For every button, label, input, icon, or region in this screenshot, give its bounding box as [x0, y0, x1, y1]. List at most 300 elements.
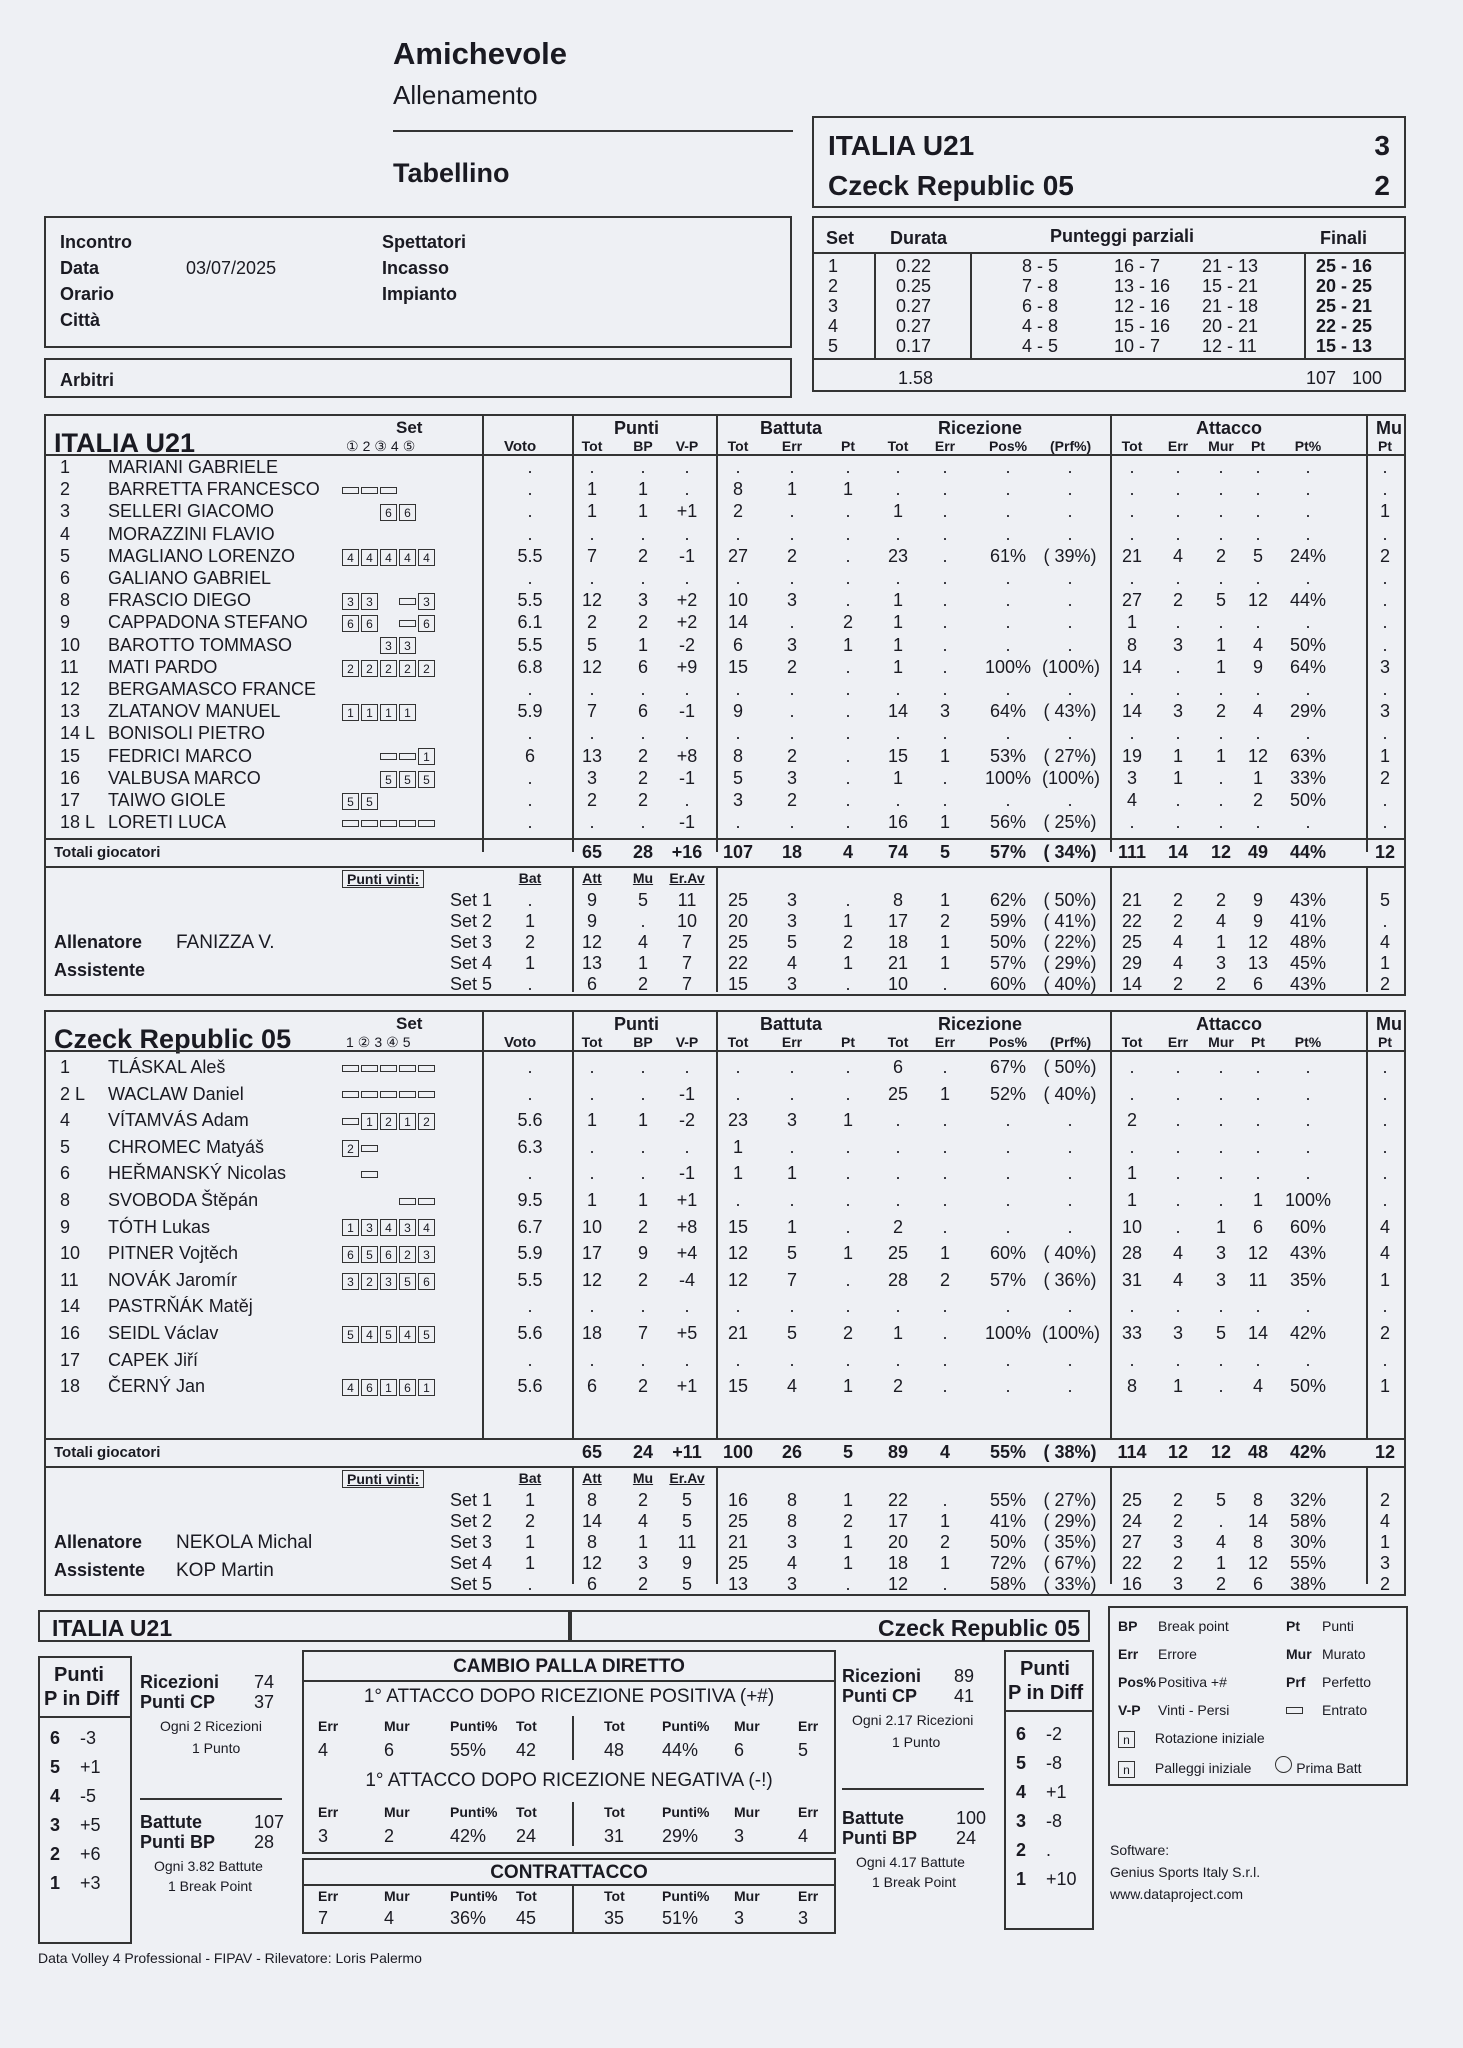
sets-cell: 8 - 5 — [1022, 256, 1059, 276]
set-row-cell: 2 — [1215, 974, 1226, 994]
stat-cell: . — [1175, 1296, 1181, 1317]
stat-cell: . — [1175, 1163, 1181, 1184]
stat-cell: 16 — [887, 812, 909, 833]
player-name: LORETI LUCA — [108, 812, 227, 833]
stat-cell: . — [1067, 1296, 1073, 1317]
stat-cell: 1 — [1379, 1376, 1390, 1397]
totals-cell: 4 — [939, 1442, 950, 1462]
set-row-label: Set 1 — [450, 890, 493, 910]
stat-cell: . — [527, 723, 533, 744]
set-row-cell: 2 — [524, 932, 535, 952]
stat-cell: 19 — [1121, 745, 1143, 766]
set-row-cell: 25 — [727, 932, 749, 952]
stat-cell: . — [942, 1136, 948, 1157]
stat-cell: 2 — [939, 1269, 950, 1290]
stat-cell: 3 — [939, 701, 950, 722]
stat-cell: . — [1305, 723, 1311, 744]
diff-rotation: 2 — [1016, 1840, 1027, 1860]
stat-cell: 28 — [1121, 1243, 1143, 1264]
player-sets — [342, 634, 418, 656]
set-row-cell: 30% — [1289, 1532, 1327, 1552]
stat-cell: . — [735, 1083, 741, 1104]
stat-cell: . — [895, 568, 901, 588]
rotation-box-icon: 2 — [342, 660, 359, 677]
stat-cell: 1 — [939, 1243, 950, 1264]
set-row-label: Set 1 — [450, 1490, 493, 1510]
team-name: ITALIA U21 — [54, 428, 196, 458]
sets-hdr-durata: Durata — [890, 228, 948, 248]
pos-title: 1° ATTACCO DOPO RICEZIONE POSITIVA (+#) — [363, 1686, 775, 1707]
stat-cell: . — [942, 1216, 948, 1237]
stat-cell: 1 — [637, 634, 648, 655]
set-row-cell: 32% — [1289, 1490, 1327, 1510]
set-row-cell: ( 29%) — [1043, 1511, 1097, 1531]
stat-cell: . — [1175, 1057, 1181, 1077]
allenatore-label: Allenatore — [54, 932, 143, 952]
stat-cell: 1 — [1172, 767, 1183, 788]
away-bat-value: 100 — [956, 1808, 987, 1828]
stat-cell: . — [789, 1349, 795, 1370]
set-row-cell: . — [527, 890, 533, 910]
away-punti-label: Punti — [1020, 1658, 1070, 1680]
stat-cell: 1 — [586, 1190, 597, 1210]
col-voto: Voto — [504, 1034, 537, 1051]
set-row-label: Set 4 — [450, 953, 493, 973]
assistente-label: Assistente — [54, 1560, 146, 1580]
stat-cell: . — [942, 1323, 948, 1343]
stat-cell: . — [1129, 1296, 1135, 1317]
stat-cell: . — [1305, 1163, 1311, 1184]
sets-cell: 20 - 21 — [1202, 316, 1259, 336]
set-row-label: Set 3 — [450, 932, 493, 952]
set-row-cell: 21 — [1121, 890, 1143, 910]
player-number: 1 — [60, 457, 71, 477]
set-row-cell: 5 — [681, 1511, 692, 1531]
stat-cell: 1 — [1215, 656, 1226, 677]
stat-cell: . — [640, 1136, 646, 1157]
contr-val: 36% — [450, 1908, 487, 1928]
stat-cell: . — [1129, 501, 1135, 522]
contrattacco-box — [302, 1858, 836, 1934]
stat-cell: . — [1382, 1110, 1388, 1131]
stat-cell: . — [1218, 790, 1224, 810]
stat-cell: +2 — [676, 612, 698, 633]
set-row-cell: 3 — [1172, 1574, 1183, 1594]
pv-header: Er.Av — [669, 1470, 705, 1486]
stat-cell: 27 — [1121, 590, 1143, 611]
stat-cell: 2 — [1215, 701, 1226, 722]
rotation-box-icon: 5 — [418, 771, 435, 788]
stat-cell: 12 — [581, 1269, 603, 1290]
entered-dash-icon — [399, 1091, 416, 1098]
stat-cell: 15 — [727, 1216, 749, 1237]
player-number: 15 — [60, 745, 81, 766]
totals-label: Totali giocatori — [54, 844, 161, 861]
player-name: SVOBODA Štěpán — [108, 1190, 259, 1210]
player-number: 11 — [60, 1269, 79, 1290]
home-bp-label: Punti BP — [140, 1832, 215, 1852]
player-sets — [342, 611, 437, 633]
stat-cell: 1 — [586, 479, 597, 500]
stat-cell: . — [527, 1083, 533, 1104]
set-row-cell: 9 — [586, 911, 597, 931]
col-mu: Mu — [1376, 1014, 1402, 1034]
stat-cell: ( 50%) — [1043, 1057, 1097, 1077]
stat-cell: . — [1305, 501, 1311, 522]
stat-cell: . — [1218, 457, 1224, 477]
stat-cell: . — [1005, 679, 1011, 699]
totals-cell: 74 — [887, 842, 909, 862]
rotation-box-icon: 3 — [342, 1273, 359, 1290]
set-row-cell: 13 — [727, 1574, 749, 1594]
stat-cell: 63% — [1289, 745, 1327, 766]
totals-cell: 14 — [1167, 842, 1189, 862]
player-name: VALBUSA MARCO — [108, 767, 261, 788]
player-row — [46, 1375, 1404, 1397]
sets-cell: 15 - 16 — [1114, 316, 1171, 336]
set-row-cell: 1 — [1215, 932, 1226, 952]
stat-cell: 1 — [1126, 612, 1137, 633]
away-ric-block — [842, 1666, 992, 1926]
set-marker: ① — [346, 438, 363, 454]
away-pindiff-box — [1004, 1650, 1094, 1930]
player-number: 8 — [60, 590, 71, 611]
totals-cell: 12 — [1167, 1442, 1189, 1462]
totals-cell: 42% — [1289, 1442, 1327, 1462]
set-row-cell: 3 — [786, 1574, 797, 1594]
cambio-val: 55% — [450, 1740, 487, 1760]
stat-cell: 2 — [637, 612, 648, 633]
player-name: BARRETTA FRANCESCO — [108, 479, 320, 500]
set-row-cell: ( 67%) — [1043, 1553, 1097, 1573]
set-row-cell: 8 — [1252, 1532, 1263, 1552]
stat-cell: 2 — [637, 767, 648, 788]
player-sets — [342, 500, 418, 522]
set-row-cell: 3 — [637, 1553, 648, 1573]
stat-cell: 5.9 — [517, 1243, 543, 1264]
rotation-box-icon: 1 — [418, 748, 435, 765]
sets-hdr-finali: Finali — [1320, 228, 1368, 248]
rotation-box-icon: 1 — [380, 1379, 397, 1396]
player-sets — [342, 811, 437, 833]
stat-cell: . — [942, 1163, 948, 1184]
stat-cell: . — [895, 723, 901, 744]
stat-cell: 1 — [1172, 1376, 1183, 1397]
sets-cell: 10 - 7 — [1114, 336, 1161, 356]
stat-cell: 8 — [1126, 634, 1137, 655]
set-marker: ② — [357, 1034, 375, 1050]
set-row-cell: 1 — [842, 1553, 853, 1573]
col-sub: Err — [781, 1034, 803, 1050]
stat-cell: . — [1218, 1057, 1224, 1077]
software-label: Software: — [1110, 1842, 1170, 1858]
player-row — [46, 678, 1404, 700]
col-sub: Tot — [581, 438, 603, 454]
col-sub: Err — [934, 1034, 956, 1050]
legend-abbr: Err — [1118, 1646, 1139, 1662]
set-row-cell: 4 — [637, 932, 648, 952]
set-row-cell: 17 — [887, 911, 909, 931]
player-row — [46, 567, 1404, 589]
stat-cell: . — [1218, 1110, 1224, 1131]
sets-cell: 7 - 8 — [1022, 276, 1059, 296]
stat-cell: 1 — [939, 812, 950, 833]
player-name: MAGLIANO LORENZO — [108, 545, 296, 566]
contr-hdr: Err — [798, 1888, 819, 1904]
stat-cell: . — [845, 1136, 851, 1157]
legend-box — [1108, 1606, 1408, 1786]
stat-cell: 1 — [1379, 1269, 1390, 1290]
stat-cell: . — [1129, 1349, 1135, 1370]
sets-cell: 4 — [828, 316, 839, 336]
set-row-cell: 3 — [786, 974, 797, 994]
diff-rotation: 4 — [50, 1786, 61, 1806]
stat-cell: . — [1175, 790, 1181, 810]
stat-cell: 2 — [1252, 790, 1263, 810]
stat-cell: . — [684, 523, 690, 544]
player-row — [46, 634, 1404, 656]
set-row-cell: 48% — [1289, 932, 1327, 952]
punti-vinti-label: Punti vinti: — [342, 1470, 424, 1488]
stat-cell: . — [1129, 568, 1135, 588]
stat-cell: . — [735, 1190, 741, 1210]
stat-cell: 21 — [727, 1323, 749, 1343]
stat-cell: . — [1067, 523, 1073, 544]
set-row-cell: 1 — [842, 1490, 853, 1510]
stat-cell: -2 — [678, 1110, 695, 1131]
stat-cell: . — [845, 523, 851, 544]
stat-cell: . — [845, 501, 851, 522]
stat-cell: . — [1218, 767, 1224, 788]
entered-dash-icon — [342, 1118, 359, 1125]
stat-cell: 4 — [1252, 701, 1263, 722]
away-break: 1 Break Point — [872, 1874, 957, 1890]
set-row-cell: 13 — [581, 953, 603, 973]
player-number: 14 — [60, 1296, 81, 1317]
stat-cell: . — [684, 568, 690, 588]
stat-cell: 12 — [1247, 590, 1269, 611]
contr-val: 4 — [384, 1908, 395, 1928]
stat-cell: . — [640, 1349, 646, 1370]
stat-cell: . — [789, 568, 795, 588]
bottom-away-name: Czeck Republic 05 — [878, 1615, 1080, 1641]
stat-cell: +9 — [676, 656, 698, 677]
stat-cell: . — [789, 679, 795, 699]
stat-cell: . — [942, 1057, 948, 1077]
stat-cell: 1 — [892, 590, 903, 611]
stat-cell: 6 — [732, 634, 743, 655]
stat-cell: 7 — [586, 545, 597, 566]
entered-dash-icon — [399, 620, 416, 627]
stat-cell: . — [942, 679, 948, 699]
totals-cell: ( 38%) — [1043, 1442, 1097, 1462]
stat-cell: 2 — [1215, 545, 1226, 566]
stat-cell: . — [1175, 1110, 1181, 1131]
stat-cell: . — [684, 457, 690, 477]
cambio-hdr: Err — [798, 1718, 819, 1734]
player-number: 2 L — [60, 1083, 86, 1104]
stat-cell: . — [942, 634, 948, 655]
stat-cell: . — [589, 457, 595, 477]
home-bat-value: 107 — [254, 1812, 285, 1832]
stat-cell: . — [845, 1190, 851, 1210]
stat-cell: . — [1175, 501, 1181, 522]
set-row-cell: 4 — [1172, 953, 1183, 973]
stat-cell: . — [1218, 1349, 1224, 1370]
col-sub: BP — [633, 1034, 653, 1050]
set-row-cell: 12 — [581, 932, 603, 952]
cambio-hdr: Mur — [734, 1804, 760, 1820]
col-ricezione: Ricezione — [938, 1014, 1023, 1034]
stat-cell: . — [845, 790, 851, 810]
col-sub: Err — [1167, 438, 1189, 454]
set-row-cell: . — [845, 890, 851, 910]
stat-cell: . — [640, 457, 646, 477]
set-row-label: Set 2 — [450, 1511, 493, 1531]
col-set: Set — [396, 1014, 423, 1033]
stat-cell: 4 — [1379, 1216, 1390, 1237]
stat-cell: . — [1129, 457, 1135, 477]
home-ogni-ric: Ogni 2 Ricezioni — [160, 1718, 262, 1734]
sets-cell: 0.27 — [896, 296, 932, 316]
diff-rotation: 6 — [50, 1728, 61, 1748]
entered-dash-icon — [399, 753, 416, 760]
cambio-val: 42 — [516, 1740, 537, 1760]
stat-cell: . — [735, 457, 741, 477]
set-row-cell: 38% — [1289, 1574, 1327, 1594]
cambio-hdr: Mur — [384, 1804, 410, 1820]
stat-cell: . — [1005, 1216, 1011, 1237]
stat-cell: 11 — [1248, 1269, 1268, 1290]
cambio-val: 44% — [662, 1740, 699, 1760]
player-sets — [342, 1322, 437, 1344]
stat-cell: ( 25%) — [1043, 812, 1097, 833]
total-points-away: 100 — [1352, 368, 1383, 388]
sets-cell: 12 - 11 — [1202, 336, 1257, 356]
rotation-box-icon: 6 — [399, 1379, 416, 1396]
stat-cell: +2 — [676, 590, 698, 611]
stat-cell: +8 — [676, 745, 698, 766]
set-marker: 2 — [362, 438, 375, 454]
stat-cell: 2 — [637, 745, 648, 766]
rotation-box-icon: 3 — [342, 593, 359, 610]
home-punti-label: Punti — [54, 1664, 104, 1686]
stat-cell: . — [735, 812, 741, 833]
stat-cell: . — [942, 1110, 948, 1131]
diff-rotation: 5 — [1016, 1753, 1027, 1773]
stat-cell: . — [789, 812, 795, 833]
entered-dash-icon — [380, 820, 397, 827]
pv-header: Er.Av — [669, 870, 705, 886]
stat-cell: . — [1382, 523, 1388, 544]
set-row-cell: 5 — [681, 1574, 692, 1594]
stat-cell: 17 — [581, 1243, 603, 1264]
stat-cell: . — [1067, 1136, 1073, 1157]
player-name: GALIANO GABRIEL — [108, 568, 272, 588]
stat-cell: . — [942, 767, 948, 788]
incasso-label: Incasso — [382, 258, 450, 278]
stat-cell: . — [789, 1083, 795, 1104]
contr-hdr: Tot — [604, 1888, 625, 1904]
match-date: 03/07/2025 — [186, 258, 277, 278]
set-row-cell: . — [942, 1490, 948, 1510]
sets-hdr-parziali: Punteggi parziali — [1050, 226, 1195, 246]
player-name: ZLATANOV MANUEL — [108, 701, 281, 722]
player-sets — [342, 545, 437, 567]
contr-val: 35 — [604, 1908, 625, 1928]
col-sub: Pos% — [988, 1034, 1028, 1050]
rotation-box-icon: 4 — [418, 1219, 435, 1236]
stat-cell: . — [1305, 1057, 1311, 1077]
stat-cell: . — [845, 457, 851, 477]
sets-cell: 25 - 16 — [1316, 256, 1373, 276]
cambio-val: 6 — [734, 1740, 745, 1760]
set-row-cell: 11 — [677, 1532, 697, 1552]
stat-cell: . — [1305, 612, 1311, 633]
stat-cell: . — [1175, 612, 1181, 633]
legend-desc: Vinti - Persi — [1158, 1702, 1230, 1718]
stat-cell: . — [789, 1296, 795, 1317]
entered-dash-icon — [361, 1145, 378, 1152]
stat-cell: . — [1382, 612, 1388, 633]
home-ogni-bat: Ogni 3.82 Battute — [154, 1858, 263, 1874]
diff-rotation: 4 — [1016, 1782, 1027, 1802]
stat-cell: 1 — [842, 1376, 853, 1397]
stat-cell: 44% — [1289, 590, 1327, 611]
set-row-cell: 1 — [1379, 1532, 1390, 1552]
stat-cell: . — [1218, 1083, 1224, 1104]
totals-cell: 114 — [1117, 1442, 1147, 1462]
stat-cell: 1 — [1172, 745, 1183, 766]
cambio-val: 5 — [798, 1740, 809, 1760]
stat-cell: . — [1255, 523, 1261, 544]
stat-cell: . — [1382, 1136, 1388, 1157]
bottom-home-header — [38, 1610, 570, 1642]
stat-cell: 2 — [786, 656, 797, 677]
stat-cell: 50% — [1289, 790, 1327, 810]
stat-cell: 52% — [989, 1083, 1027, 1104]
stat-cell: . — [735, 679, 741, 699]
totals-cell: 12 — [1210, 842, 1232, 862]
stat-cell: 1 — [637, 1190, 648, 1210]
entered-dash-icon — [1286, 1707, 1303, 1714]
away-bat-label: Battute — [842, 1808, 904, 1828]
set-markers — [346, 438, 419, 455]
stat-cell: . — [1067, 723, 1073, 744]
cambio-title: CAMBIO PALLA DIRETTO — [453, 1656, 685, 1677]
diff-value: +6 — [80, 1844, 101, 1864]
player-name: SEIDL Václav — [108, 1323, 219, 1343]
document-title: Tabellino — [393, 158, 510, 188]
away-sets-won: 2 — [1374, 170, 1390, 201]
stat-cell: 53% — [989, 745, 1027, 766]
set-row-cell: 2 — [939, 1532, 950, 1552]
stat-cell: 3 — [1172, 1323, 1183, 1343]
stat-cell: . — [1175, 812, 1181, 833]
stat-cell: . — [1255, 1163, 1261, 1184]
stat-cell: 14 — [1121, 656, 1143, 677]
totals-rule — [46, 1438, 1404, 1440]
set-row-cell: 1 — [939, 1553, 950, 1573]
totals-cell: 12 — [1374, 842, 1396, 862]
stat-cell: 42% — [1289, 1323, 1327, 1343]
stat-cell: +8 — [676, 1216, 698, 1237]
stat-cell: 60% — [989, 1243, 1027, 1264]
set-row-cell: 2 — [1379, 1574, 1390, 1594]
entered-dash-icon — [380, 1091, 397, 1098]
cambio-val: 31 — [604, 1826, 625, 1846]
player-number: 17 — [60, 1349, 81, 1370]
